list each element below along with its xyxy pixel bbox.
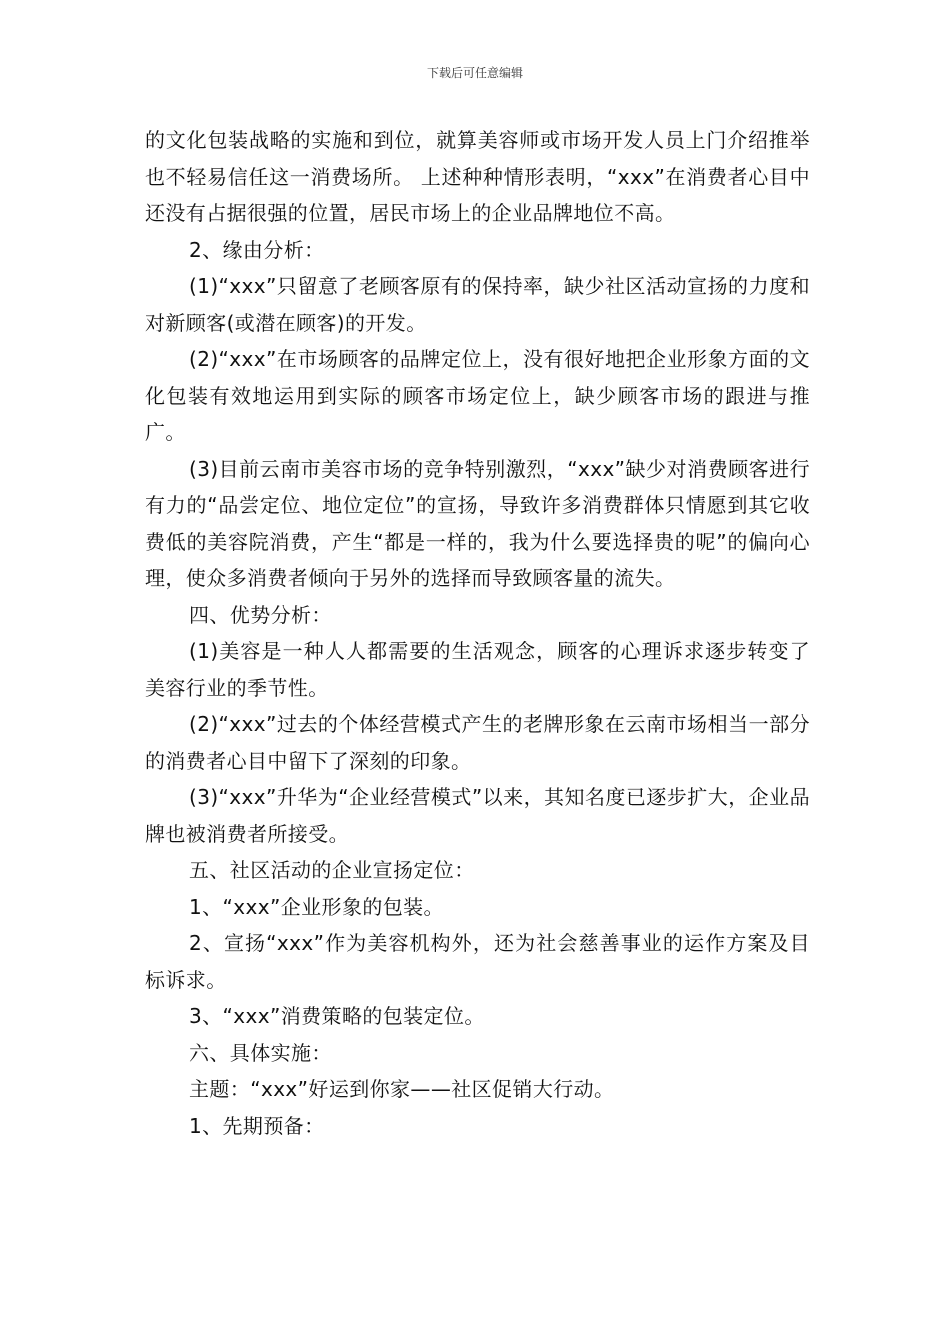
section-heading-promotion-positioning: 五、社区活动的企业宣扬定位： bbox=[189, 858, 475, 882]
section-heading-reason-analysis: 2、缘由分析： bbox=[189, 237, 325, 262]
theme-line: 主题：“xxx”好运到你家——社区促销大行动。 bbox=[189, 1077, 615, 1101]
list-item: 3、“xxx”消费策略的包装定位。 bbox=[189, 1004, 485, 1028]
list-item: 2、宣扬“xxx”作为美容机构外，还为社会慈善事业的运作方案及目标诉求。 bbox=[145, 931, 810, 992]
list-item: 1、“xxx”企业形象的包装。 bbox=[189, 894, 444, 919]
paragraph: (3)“xxx”升华为“企业经营模式”以来，其知名度已逐步扩大，企业品牌也被消费者所接受。 bbox=[145, 785, 810, 846]
paragraph: (2)“xxx”过去的个体经营模式产生的老牌形象在云南市场相当一部分的消费者心目中留下了深刻的印象。 bbox=[145, 712, 810, 773]
document-body bbox=[145, 122, 810, 1144]
section-heading-implementation: 六、具体实施： bbox=[189, 1040, 332, 1065]
paragraph: (1)美容是一种人人都需要的生活观念，顾客的心理诉求逐步转变了美容行业的季节性。 bbox=[145, 639, 810, 700]
list-item: 1、先期预备： bbox=[189, 1113, 325, 1138]
page-header-note: 下载后可任意编辑 bbox=[426, 66, 523, 80]
paragraph: (1)“xxx”只留意了老顾客原有的保持率，缺少社区活动宣扬的力度和对新顾客(或潜在顾客)的开发。 bbox=[145, 274, 810, 335]
paragraph: 的文化包装战略的实施和到位，就算美容师或市场开发人员上门介绍推举也不轻易信任这一消费场所。 上述种种情形表明，“xxx”在消费者心目中还没有占据很强的位置，居民市场上的企业品牌地位不高。 bbox=[145, 128, 810, 225]
paragraph: (3)目前云南市美容市场的竞争特别激烈，“xxx”缺少对消费顾客进行有力的“品尝定位、地位定位”的宣扬，导致许多消费群体只情愿到其它收费低的美容院消费，产生“都是一样的，我为什么要选择贵的呢”的偏向心理，使众多消费者倾向于另外的选择而导致顾客量的流失。 bbox=[145, 456, 810, 590]
section-heading-advantage-analysis: 四、优势分析： bbox=[189, 602, 332, 627]
paragraph: (2)“xxx”在市场顾客的品牌定位上，没有很好地把企业形象方面的文化包装有效地运用到实际的顾客市场定位上，缺少顾客市场的跟进与推广。 bbox=[145, 347, 810, 444]
